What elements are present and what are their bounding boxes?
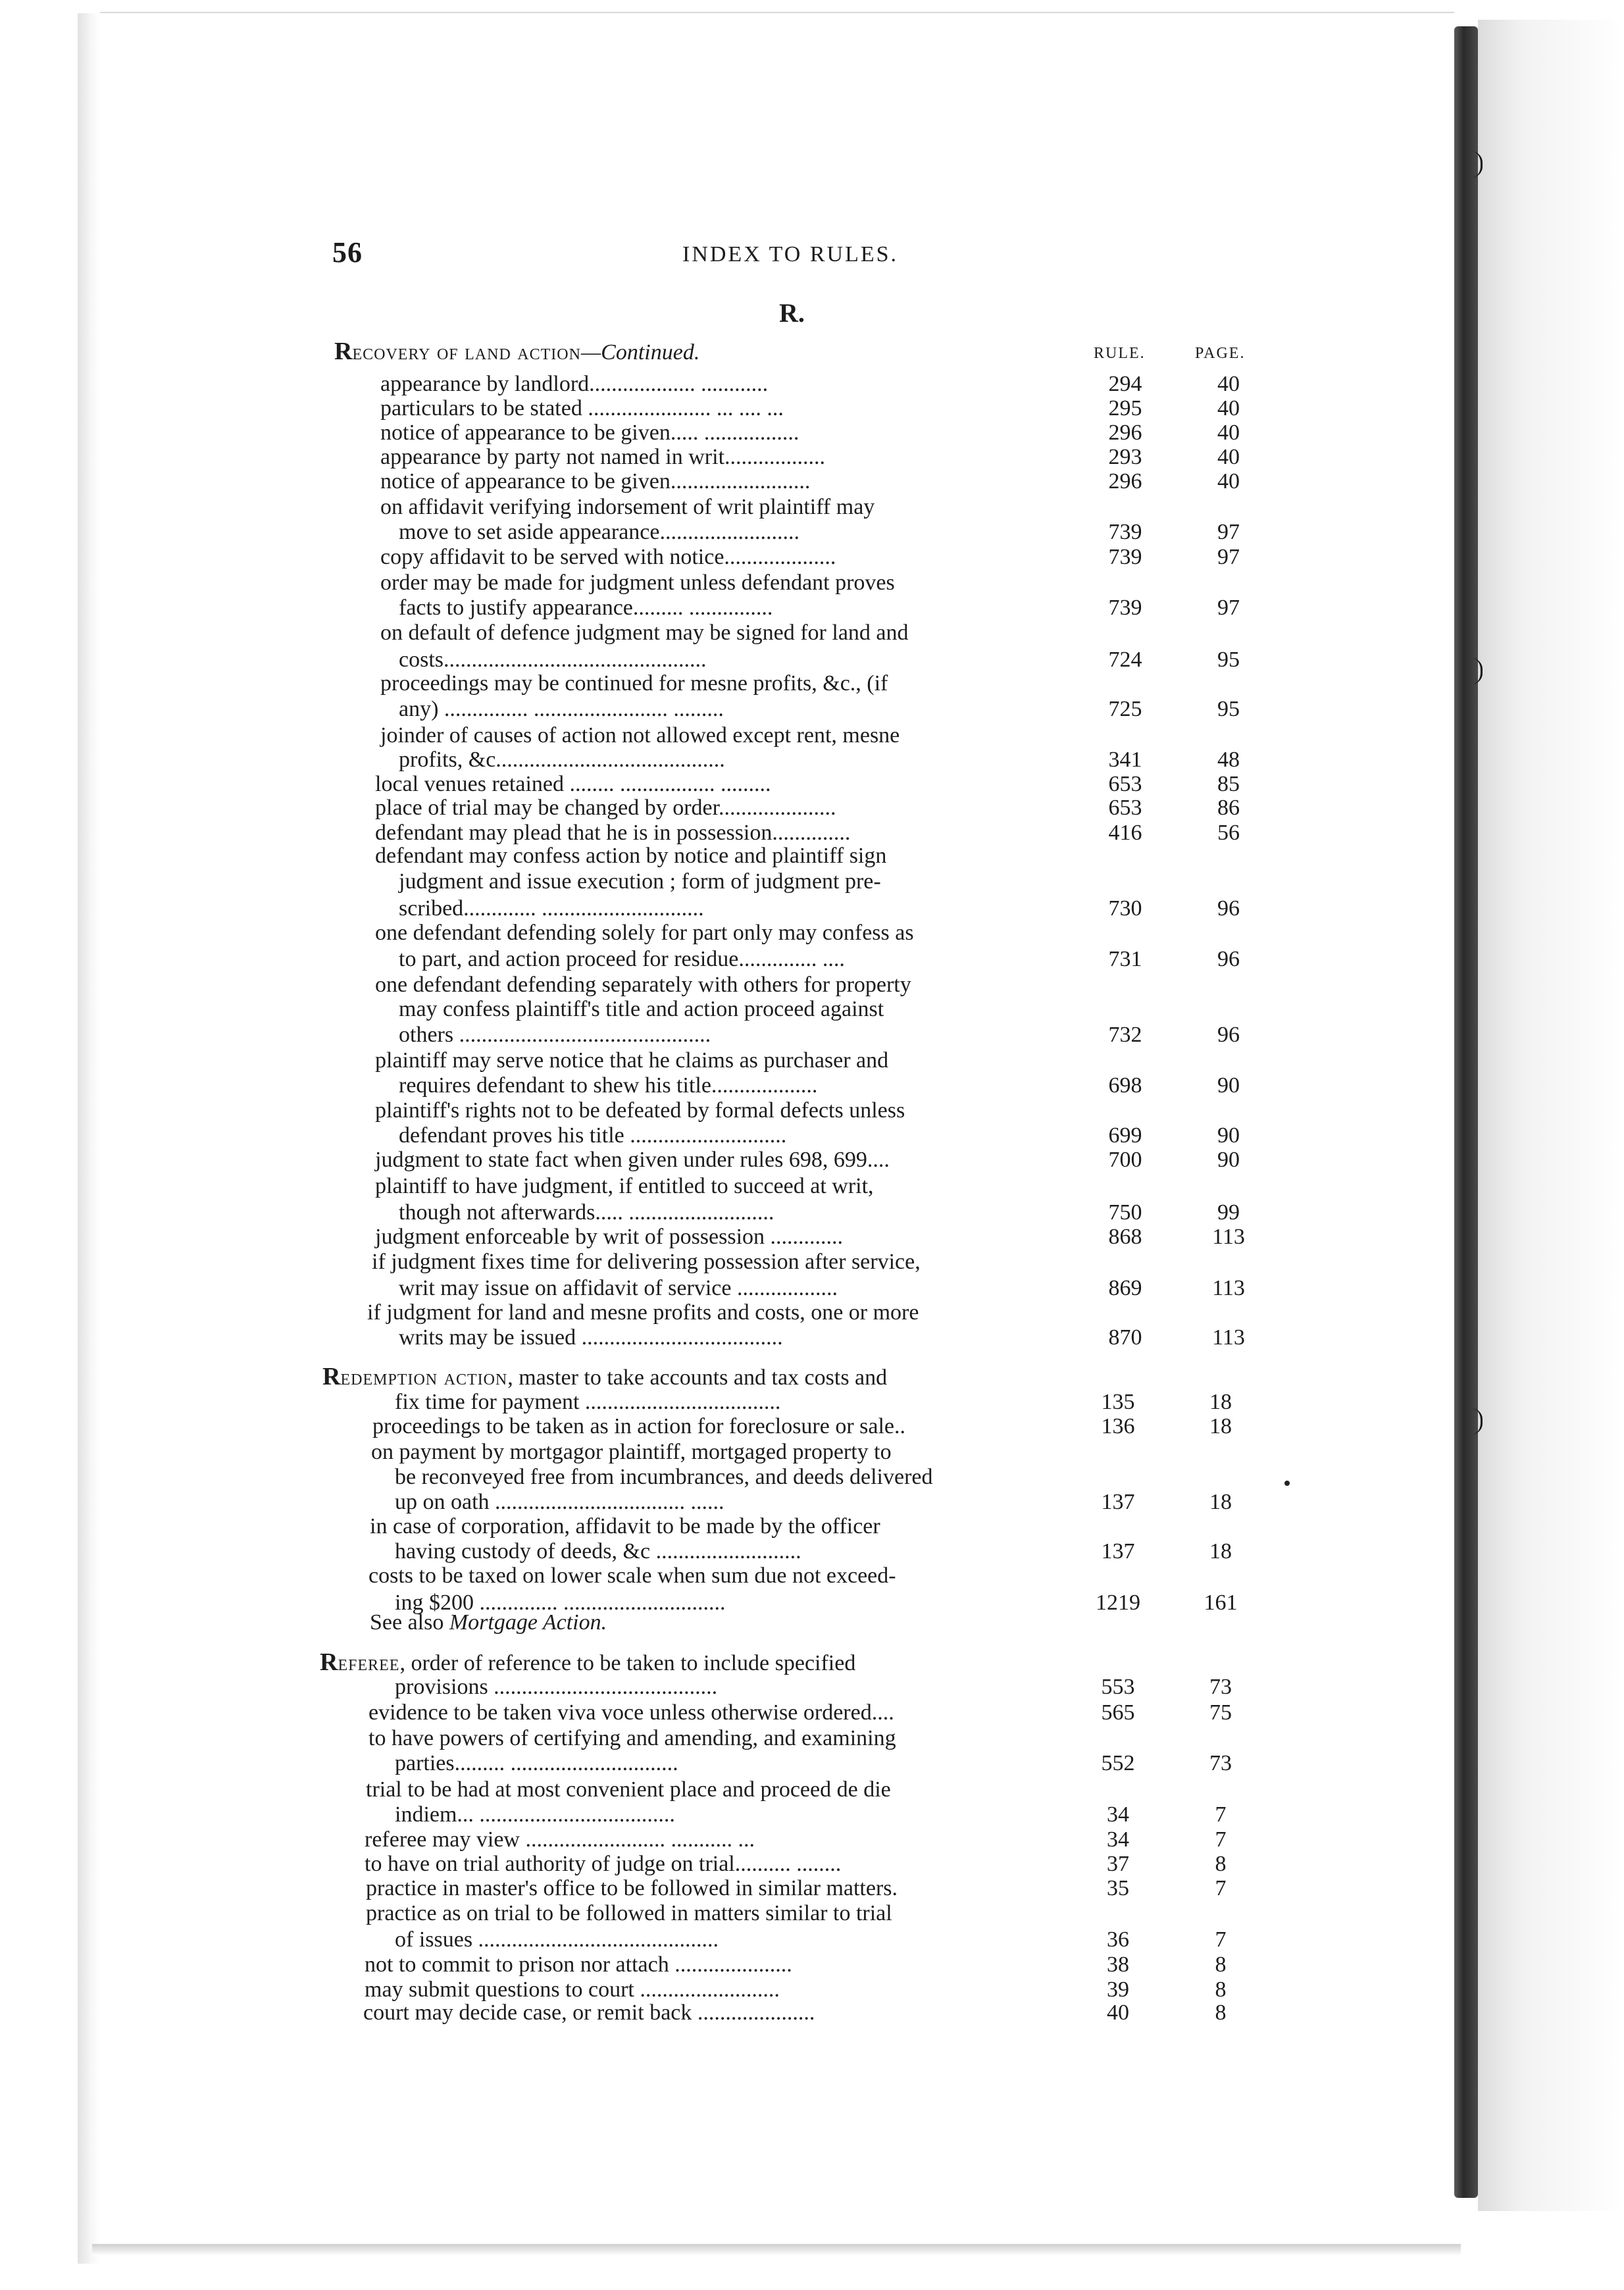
index-entry-text: not to commit to prison nor attach ..................... — [365, 1952, 792, 1977]
index-entry-text: others ............................................. — [399, 1023, 711, 1047]
index-entry-text: proceedings to be taken as in action for foreclosure or sale.. — [372, 1414, 906, 1438]
page-number-ref: 18 — [1209, 1414, 1232, 1438]
rule-number: 869 — [1108, 1276, 1142, 1300]
page-number-ref: 73 — [1209, 1675, 1232, 1699]
page-number-ref: 18 — [1209, 1490, 1232, 1514]
index-entry-text: fix time for payment ................................... — [395, 1390, 781, 1414]
page-number-ref: 95 — [1217, 648, 1240, 672]
rule-number: 868 — [1108, 1225, 1142, 1249]
index-entry-text: may confess plaintiff's title and action proceed against — [399, 997, 884, 1021]
rule-number: 724 — [1108, 648, 1142, 672]
index-entry-text: on default of defence judgment may be signed for land and — [380, 621, 909, 645]
index-entry-text: plaintiff to have judgment, if entitled to succeed at writ, — [375, 1174, 874, 1198]
ink-speck — [1284, 1481, 1290, 1486]
rule-number: 416 — [1108, 821, 1142, 845]
page-number-ref: 86 — [1217, 796, 1240, 820]
see-also-reference: See also Mortgage Action. — [370, 1610, 607, 1635]
page-number-ref: 56 — [1217, 821, 1240, 845]
rule-number: 296 — [1108, 420, 1142, 445]
index-entry-text: copy affidavit to be served with notice.................... — [380, 545, 836, 569]
page-number-ref: 73 — [1209, 1751, 1232, 1775]
page-number-ref: 40 — [1217, 396, 1240, 420]
index-entry-text: court may decide case, or remit back ..................... — [363, 2000, 815, 2025]
page-number-ref: 40 — [1217, 445, 1240, 469]
rule-number: 38 — [1107, 1952, 1129, 1977]
index-entry-text: to have powers of certifying and amending, and examining — [368, 1726, 896, 1750]
index-entry-text: referee may view ......................... ........... ... — [365, 1827, 755, 1852]
page-number-ref: 75 — [1209, 1700, 1232, 1725]
index-entry-text: notice of appearance to be given......................... — [380, 469, 811, 494]
rule-number: 725 — [1108, 697, 1142, 721]
index-entry-text: judgment to state fact when given under rules 698, 699.... — [375, 1148, 890, 1172]
page-number-ref: 97 — [1217, 520, 1240, 544]
page-number-ref: 113 — [1212, 1225, 1245, 1249]
index-entry-text: provisions ........................................ — [395, 1675, 718, 1699]
index-entry-text: costs............................................... — [399, 648, 707, 672]
index-entry-text: practice as on trial to be followed in matters similar to trial — [366, 1901, 892, 1925]
page-number-ref: 7 — [1215, 1827, 1227, 1852]
page-number-ref: 18 — [1209, 1539, 1232, 1564]
page-bottom-edge — [92, 2244, 1461, 2256]
index-entry-text: having custody of deeds, &c .......................... — [395, 1539, 801, 1564]
index-entry-text: judgment enforceable by writ of possession ............. — [375, 1225, 844, 1249]
rule-number: 294 — [1108, 372, 1142, 396]
page-number-ref: 95 — [1217, 697, 1240, 721]
index-entry-text: ing $200 .............. ............................. — [395, 1590, 726, 1615]
rule-number: 1219 — [1096, 1590, 1140, 1615]
rule-number: 295 — [1108, 396, 1142, 420]
rule-number: 137 — [1101, 1539, 1135, 1564]
rule-number: 730 — [1108, 896, 1142, 921]
rule-number: 739 — [1108, 520, 1142, 544]
rule-number: 565 — [1101, 1700, 1135, 1725]
index-entry-text: plaintiff may serve notice that he claims as purchaser and — [375, 1048, 889, 1073]
index-entry-text: of issues ........................................... — [395, 1927, 719, 1952]
rule-number: 653 — [1108, 796, 1142, 820]
facing-page — [1478, 20, 1624, 2211]
book-spine — [1454, 26, 1478, 2198]
page-number-ref: 97 — [1217, 596, 1240, 620]
page-number-ref: 7 — [1215, 1802, 1227, 1827]
index-entry-text: proceedings may be continued for mesne profits, &c., (if — [380, 671, 888, 696]
index-entry-text: on affidavit verifying indorsement of writ plaintiff may — [380, 495, 875, 519]
page-number-ref: 161 — [1204, 1590, 1238, 1615]
index-entry-text: evidence to be taken viva voce unless otherwise ordered.... — [368, 1700, 894, 1725]
index-entry-text: to have on trial authority of judge on trial.......... ........ — [365, 1852, 842, 1876]
page-number-ref: 48 — [1217, 748, 1240, 772]
page-number-ref: 7 — [1215, 1927, 1227, 1952]
index-entry-text: writ may issue on affidavit of service .................. — [399, 1276, 838, 1300]
rule-number: 36 — [1107, 1927, 1129, 1952]
page-number-ref: 90 — [1217, 1148, 1240, 1172]
rule-number: 341 — [1108, 748, 1142, 772]
index-entry-text: local venues retained ........ ................. ......... — [375, 772, 771, 796]
index-entry-text: one defendant defending separately with others for property — [375, 973, 911, 997]
index-heading-referee: Referee, order of reference to be taken to include specified — [320, 1648, 856, 1676]
index-entry-text: joinder of causes of action not allowed except rent, mesne — [380, 723, 900, 748]
index-entry-text: though not afterwards..... .......................... — [399, 1200, 774, 1225]
rule-number: 40 — [1107, 2000, 1129, 2025]
page-number-ref: 40 — [1217, 420, 1240, 445]
rule-number: 732 — [1108, 1023, 1142, 1047]
index-heading-redemption: Redemption action, master to take accounts and tax costs and — [322, 1363, 888, 1390]
index-entry-text: appearance by landlord................... ............ — [380, 372, 769, 396]
index-entry-text: indiem... ................................... — [395, 1802, 675, 1827]
page-number-ref: 113 — [1212, 1325, 1245, 1350]
page-number-ref: 96 — [1217, 1023, 1240, 1047]
index-entry-text: be reconveyed free from incumbrances, and deeds delivered — [395, 1465, 933, 1489]
index-entry-text: trial to be had at most convenient place and proceed de die — [366, 1777, 891, 1802]
index-entry-text: if judgment for land and mesne profits and costs, one or more — [367, 1300, 919, 1325]
index-entry-text: move to set aside appearance......................... — [399, 520, 799, 544]
page-number-ref: 8 — [1215, 1977, 1227, 2002]
page-number-ref: 7 — [1215, 1876, 1227, 1900]
page-number: 56 — [332, 236, 363, 268]
page-number-ref: 8 — [1215, 1952, 1227, 1977]
rule-number: 136 — [1101, 1414, 1135, 1438]
page-number-ref: 40 — [1217, 372, 1240, 396]
index-entry-text: on payment by mortgagor plaintiff, mortgaged property to — [371, 1440, 892, 1464]
index-entry-text: one defendant defending solely for part only may confess as — [375, 921, 914, 945]
section-letter: R. — [779, 298, 805, 328]
page-number-ref: 8 — [1215, 2000, 1227, 2025]
rule-number: 296 — [1108, 469, 1142, 494]
rule-number: 739 — [1108, 596, 1142, 620]
rule-number: 653 — [1108, 772, 1142, 796]
rule-number: 135 — [1101, 1390, 1135, 1414]
index-entry-text: in case of corporation, affidavit to be made by the officer — [370, 1514, 880, 1539]
rule-number: 137 — [1101, 1490, 1135, 1514]
index-entry-text: costs to be taxed on lower scale when sum due not exceed- — [368, 1564, 896, 1588]
page-number-ref: 18 — [1209, 1390, 1232, 1414]
index-entry-text: parties......... .............................. — [395, 1751, 678, 1775]
page-left-edge — [78, 13, 100, 2264]
rule-number: 34 — [1107, 1802, 1129, 1827]
rule-number: 700 — [1108, 1148, 1142, 1172]
index-entry-text: writs may be issued .................................... — [399, 1325, 783, 1350]
index-entry-text: appearance by party not named in writ.................. — [380, 445, 826, 469]
page-number-ref: 97 — [1217, 545, 1240, 569]
index-entry-text: defendant may plead that he is in possession.............. — [375, 821, 851, 845]
index-entry-text: defendant may confess action by notice and plaintiff sign — [375, 844, 887, 868]
page-number-ref: 90 — [1217, 1073, 1240, 1098]
index-heading-recovery: Recovery of land action—Continued. — [334, 338, 700, 365]
page-number-ref: 113 — [1212, 1276, 1245, 1300]
rule-number: 37 — [1107, 1852, 1129, 1876]
index-entry-text: up on oath .................................. ...... — [395, 1490, 724, 1514]
index-entry-text: judgment and issue execution ; form of judgment pre- — [399, 869, 881, 894]
page-number-ref: 85 — [1217, 772, 1240, 796]
rule-number: 870 — [1108, 1325, 1142, 1350]
rule-number: 750 — [1108, 1200, 1142, 1225]
index-entry-text: notice of appearance to be given..... ................. — [380, 420, 799, 445]
index-entry-text: defendant proves his title ............................ — [399, 1123, 787, 1148]
page-number-ref: 99 — [1217, 1200, 1240, 1225]
index-entry-text: to part, and action proceed for residue.............. .... — [399, 947, 845, 971]
index-entry-text: particulars to be stated ...................... ... .... ... — [380, 396, 784, 420]
rule-number: 553 — [1101, 1675, 1135, 1699]
rule-number: 34 — [1107, 1827, 1129, 1852]
rule-number: 699 — [1108, 1123, 1142, 1148]
column-header-page: PAGE. — [1195, 345, 1246, 362]
index-entry-text: plaintiff's rights not to be defeated by formal defects unless — [375, 1098, 905, 1123]
rule-number: 552 — [1101, 1751, 1135, 1775]
index-entry-text: place of trial may be changed by order..................... — [375, 796, 836, 820]
page-number-ref: 40 — [1217, 469, 1240, 494]
rule-number: 39 — [1107, 1977, 1129, 2002]
page-number-ref: 90 — [1217, 1123, 1240, 1148]
rule-number: 698 — [1108, 1073, 1142, 1098]
index-entry-text: facts to justify appearance......... ............... — [399, 596, 773, 620]
running-head: INDEX TO RULES. — [682, 242, 899, 267]
index-entry-text: practice in master's office to be followed in similar matters. — [366, 1876, 898, 1900]
index-entry-text: profits, &c......................................... — [399, 748, 725, 772]
page-number-ref: 96 — [1217, 947, 1240, 971]
page-number-ref: 8 — [1215, 1852, 1227, 1876]
rule-number: 739 — [1108, 545, 1142, 569]
column-header-rule: RULE. — [1094, 345, 1146, 362]
index-entry-text: if judgment fixes time for delivering possession after service, — [372, 1250, 921, 1274]
rule-number: 35 — [1107, 1876, 1129, 1900]
index-entry-text: scribed............. ............................. — [399, 896, 704, 921]
index-entry-text: requires defendant to shew his title................... — [399, 1073, 818, 1098]
index-entry-text: order may be made for judgment unless defendant proves — [380, 571, 895, 595]
index-entry-text: may submit questions to court ......................... — [365, 1977, 780, 2002]
page-number-ref: 96 — [1217, 896, 1240, 921]
rule-number: 731 — [1108, 947, 1142, 971]
index-entry-text: any) ............... ........................ ......... — [399, 697, 724, 721]
rule-number: 293 — [1108, 445, 1142, 469]
